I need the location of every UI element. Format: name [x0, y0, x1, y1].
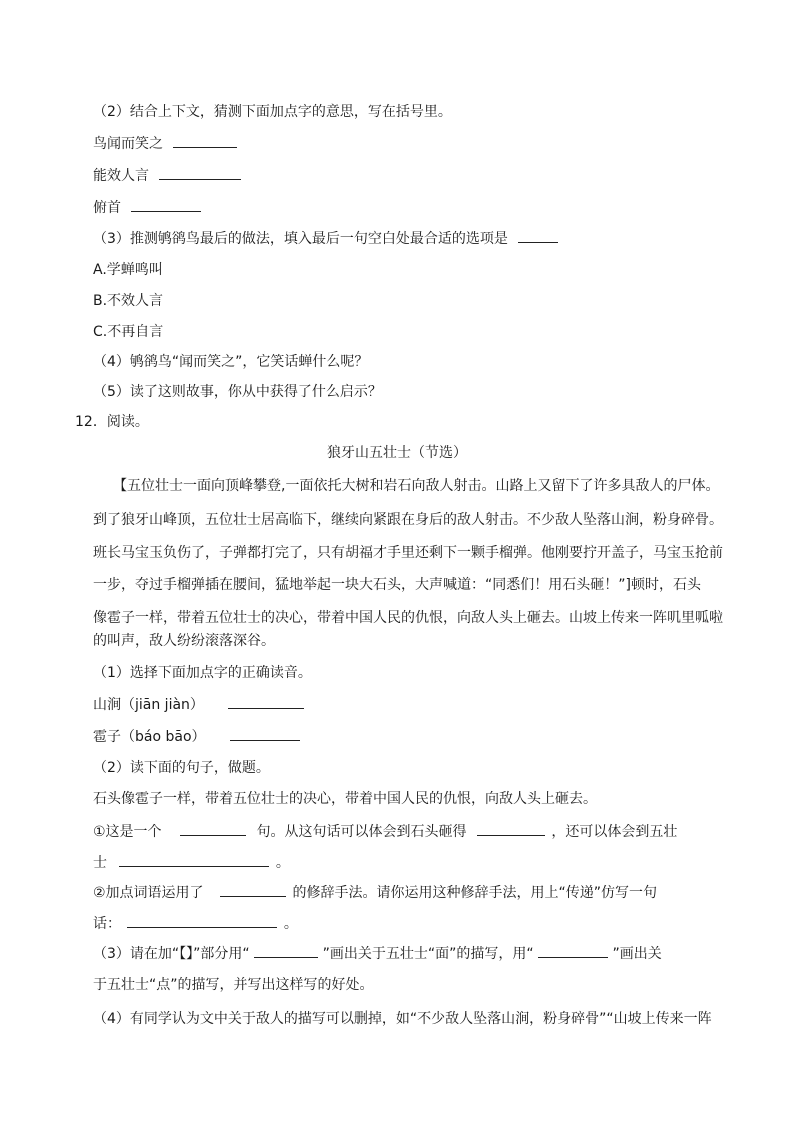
- q11-item-2-blank[interactable]: [159, 165, 241, 180]
- q12-sub3-row2: 于五壮士“点”的描写，并写出这样写的好处。: [93, 977, 374, 993]
- q12-pinyin-2-blank[interactable]: [230, 726, 300, 741]
- passage-line-5: 像雹子一样，带着五位壮士的决心，带着中国人民的仇恨，向敌人头上砸去。山坡上传来一阵叽里呱啦: [93, 610, 723, 626]
- q12-label: 12．阅读。: [75, 414, 149, 430]
- q11-option-b: B.不效人言: [93, 293, 164, 309]
- q12-c1-row2: [93, 852, 290, 873]
- q12-pinyin-1-text: 山涧（jiān jiàn）: [93, 697, 204, 713]
- q12-c1-part3: ，还可以体会到五壮: [551, 824, 678, 840]
- q11-item-3: [93, 197, 201, 218]
- q12-pinyin-1-blank[interactable]: [228, 694, 304, 709]
- q12-c2-part3: 话：: [93, 916, 121, 932]
- q12-c1-part1: ①这是一个: [93, 824, 162, 840]
- q12-sub3-blank-2[interactable]: [538, 943, 608, 958]
- q12-c2-part2: 的修辞手法。请你运用这种修辞手法，用上“传递”仿写一句: [292, 885, 657, 901]
- passage-line-4: 一步，夺过手榴弹插在腰间，猛地举起一块大石头，大声喊道：“同悉们！用石头砸！”]顿时，石头: [93, 577, 701, 593]
- q12-sub1-prompt: （1）选择下面加点字的正确读音。: [93, 665, 312, 681]
- q12-sub3-blank-1[interactable]: [254, 943, 318, 958]
- q12-sub3-part1: （3）请在加“【】”部分用“: [93, 946, 250, 962]
- q12-c1-part2: 句。从这句话可以体会到石头砸得: [256, 824, 467, 840]
- q11-item-1-text: 鸟闻而笑之: [93, 136, 163, 152]
- q12-c2-part4: 。: [283, 916, 298, 932]
- q11-sub3-prompt: （3）推测鸲鹆鸟最后的做法，填入最后一句空白处最合适的选项是: [93, 231, 508, 247]
- q12-c2-row2: [93, 913, 298, 934]
- q12-sentence: 石头像雹子一样，带着五位壮士的决心，带着中国人民的仇恨，向敌人头上砸去。: [93, 791, 597, 807]
- q12-c2-part1: ②加点词语运用了: [93, 885, 204, 901]
- passage-title: 狼牙山五壮士（节选）: [327, 445, 467, 461]
- q12-c1-blank-2[interactable]: [477, 821, 545, 836]
- q11-item-3-text: 俯首: [93, 200, 121, 216]
- passage-line-6: 的叫声，敌人纷纷滚落深谷。: [93, 633, 275, 649]
- q11-sub3: [93, 228, 558, 249]
- q11-item-3-blank[interactable]: [131, 197, 201, 212]
- q11-sub4-prompt: （4）鸲鹆鸟“闻而笑之”，它笑话蝉什么呢？: [93, 354, 369, 370]
- q12-pinyin-2: [93, 726, 300, 747]
- q12-sub3-part2: ”画出关于五壮士“面”的描写，用“: [322, 946, 534, 962]
- q12-c2-blank-2[interactable]: [127, 913, 277, 928]
- q12-sub4-prompt: （4）有同学认为文中关于敌人的描写可以删掉，如“不少敌人坠落山涧，粉身碎骨”“山坡上传来一阵: [93, 1011, 712, 1027]
- q12-c1-row1: [93, 821, 677, 842]
- q11-item-2: [93, 165, 241, 186]
- passage-line-2: 到了狼牙山峰顶，五位壮士居高临下，继续向紧跟在身后的敌人射击。不少敌人坠落山涧，粉身碎骨。: [93, 512, 723, 528]
- q12-c1-blank-3[interactable]: [119, 852, 269, 867]
- q11-item-1: [93, 133, 237, 154]
- q12-sub3-part3: ”画出关: [612, 946, 662, 962]
- q12-c1-blank-1[interactable]: [180, 821, 246, 836]
- q12-pinyin-2-text: 雹子（báo bāo）: [93, 729, 206, 745]
- passage-line-3: 班长马宝玉负伤了，子弹都打完了，只有胡福才手里还剩下一颗手榴弹。他刚要拧开盖子，马宝玉抢前: [93, 545, 723, 561]
- q12-c2-blank-1[interactable]: [220, 882, 286, 897]
- q11-item-1-blank[interactable]: [173, 133, 237, 148]
- q11-option-a: A.学蝉鸣叫: [93, 262, 163, 278]
- q12-pinyin-1: [93, 694, 304, 715]
- q11-item-2-text: 能效人言: [93, 168, 149, 184]
- q12-sub3-row1: [93, 943, 662, 964]
- q11-sub3-blank[interactable]: [518, 228, 558, 243]
- q11-sub2-prompt: （2）结合上下文，猜测下面加点字的意思，写在括号里。: [93, 104, 452, 120]
- q11-option-c: C.不再自言: [93, 324, 164, 340]
- q12-c2-row1: [93, 882, 657, 903]
- q12-c1-part4: 士: [93, 855, 107, 871]
- q11-sub5-prompt: （5）读了这则故事，你从中获得了什么启示？: [93, 384, 382, 400]
- q12-sub2-prompt: （2）读下面的句子，做题。: [93, 760, 270, 776]
- passage-line-1: 【五位壮士一面向顶峰攀登,一面依托大树和岩石向敌人射击。山路上又留下了许多具敌人的尸体。: [113, 478, 720, 494]
- q12-c1-part5: 。: [275, 855, 290, 871]
